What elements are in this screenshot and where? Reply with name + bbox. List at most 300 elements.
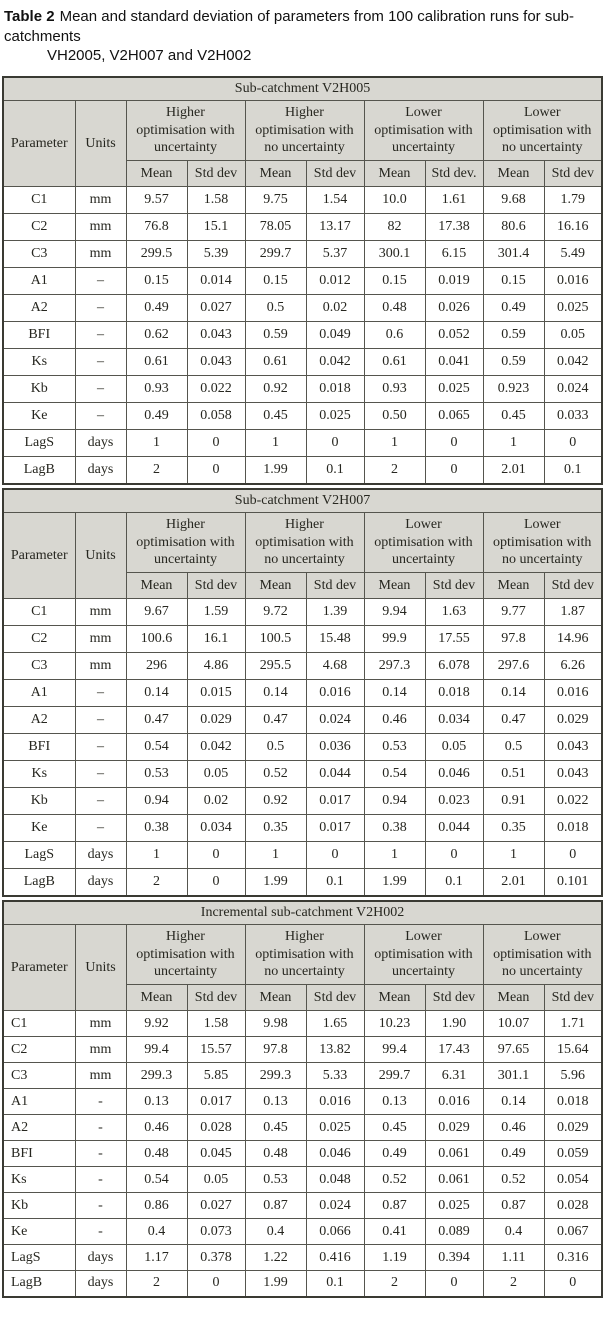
column-group-header bbox=[126, 513, 245, 573]
value-cell: 6.15 bbox=[425, 241, 483, 268]
value-cell: 0.028 bbox=[187, 1115, 245, 1141]
column-group-header bbox=[126, 101, 245, 161]
value-cell: 100.6 bbox=[126, 626, 187, 653]
parameter-cell: Ks bbox=[3, 349, 75, 376]
value-cell: 0.042 bbox=[544, 349, 602, 376]
value-cell: 0 bbox=[187, 430, 245, 457]
stddev-header: Std dev bbox=[544, 573, 602, 599]
parameter-header: Parameter bbox=[3, 513, 75, 599]
value-cell: 0.53 bbox=[126, 761, 187, 788]
value-cell: 0.025 bbox=[306, 403, 364, 430]
value-cell: 0.061 bbox=[425, 1141, 483, 1167]
subcatchment-table-0 bbox=[2, 76, 603, 485]
value-cell: 1.71 bbox=[544, 1011, 602, 1037]
value-cell: 0.4 bbox=[126, 1219, 187, 1245]
table-row bbox=[3, 430, 602, 457]
table-row bbox=[3, 1063, 602, 1089]
value-cell: 0.923 bbox=[483, 376, 544, 403]
table-row bbox=[3, 1141, 602, 1167]
value-cell: 16.16 bbox=[544, 214, 602, 241]
value-cell: 0.48 bbox=[126, 1141, 187, 1167]
value-cell: 1.99 bbox=[364, 869, 425, 896]
value-cell: 0.14 bbox=[483, 1089, 544, 1115]
value-cell: 0.61 bbox=[364, 349, 425, 376]
column-group-row bbox=[3, 513, 602, 573]
parameter-cell: C3 bbox=[3, 653, 75, 680]
value-cell: 1.99 bbox=[245, 457, 306, 484]
value-cell: 0.87 bbox=[483, 1193, 544, 1219]
value-cell: 0 bbox=[187, 869, 245, 896]
mean-header: Mean bbox=[245, 161, 306, 187]
value-cell: 0.054 bbox=[544, 1167, 602, 1193]
units-cell: – bbox=[75, 680, 126, 707]
value-cell: 0.05 bbox=[187, 1167, 245, 1193]
parameter-header: Parameter bbox=[3, 925, 75, 1011]
mean-header: Mean bbox=[483, 573, 544, 599]
parameter-cell: BFI bbox=[3, 1141, 75, 1167]
value-cell: 1 bbox=[364, 430, 425, 457]
units-cell: mm bbox=[75, 599, 126, 626]
table-row bbox=[3, 241, 602, 268]
value-cell: 0.47 bbox=[483, 707, 544, 734]
value-cell: 0.49 bbox=[364, 1141, 425, 1167]
value-cell: 0.48 bbox=[245, 1141, 306, 1167]
units-cell: - bbox=[75, 1167, 126, 1193]
parameter-cell: Kb bbox=[3, 788, 75, 815]
value-cell: 82 bbox=[364, 214, 425, 241]
value-cell: 2 bbox=[364, 457, 425, 484]
units-cell: days bbox=[75, 430, 126, 457]
value-cell: 0.018 bbox=[544, 815, 602, 842]
value-cell: 0.87 bbox=[245, 1193, 306, 1219]
caption-label: Table 2 bbox=[4, 8, 55, 25]
value-cell: 297.6 bbox=[483, 653, 544, 680]
column-group-label: Higher optimisation with uncertainty bbox=[136, 104, 235, 156]
value-cell: 0.044 bbox=[425, 815, 483, 842]
value-cell: 0.45 bbox=[483, 403, 544, 430]
value-cell: 1 bbox=[126, 842, 187, 869]
value-cell: 2 bbox=[126, 1271, 187, 1297]
value-cell: 9.77 bbox=[483, 599, 544, 626]
value-cell: 97.8 bbox=[483, 626, 544, 653]
value-cell: 0.15 bbox=[126, 268, 187, 295]
value-cell: 0.089 bbox=[425, 1219, 483, 1245]
parameter-cell: C2 bbox=[3, 626, 75, 653]
table-row bbox=[3, 761, 602, 788]
value-cell: 2 bbox=[364, 1271, 425, 1297]
value-cell: 0.017 bbox=[306, 815, 364, 842]
value-cell: 0.043 bbox=[544, 761, 602, 788]
column-group-header bbox=[245, 513, 364, 573]
column-group-label: Higher optimisation with no uncertainty bbox=[255, 928, 354, 980]
table-row bbox=[3, 815, 602, 842]
value-cell: 1.22 bbox=[245, 1245, 306, 1271]
value-cell: 0.042 bbox=[187, 734, 245, 761]
table-row bbox=[3, 626, 602, 653]
value-cell: 0.029 bbox=[425, 1115, 483, 1141]
value-cell: 0.017 bbox=[306, 788, 364, 815]
value-cell: 1.17 bbox=[126, 1245, 187, 1271]
value-cell: 0.48 bbox=[364, 295, 425, 322]
value-cell: 0.044 bbox=[306, 761, 364, 788]
parameter-cell: LagS bbox=[3, 1245, 75, 1271]
value-cell: 9.75 bbox=[245, 187, 306, 214]
value-cell: 0.4 bbox=[245, 1219, 306, 1245]
value-cell: 10.23 bbox=[364, 1011, 425, 1037]
value-cell: 0 bbox=[425, 1271, 483, 1297]
value-cell: 0.59 bbox=[245, 322, 306, 349]
value-cell: 0.1 bbox=[425, 869, 483, 896]
value-cell: 0.036 bbox=[306, 734, 364, 761]
column-group-header bbox=[126, 925, 245, 985]
value-cell: 0.1 bbox=[306, 869, 364, 896]
value-cell: 97.8 bbox=[245, 1037, 306, 1063]
value-cell: 2 bbox=[483, 1271, 544, 1297]
table-row bbox=[3, 1245, 602, 1271]
stddev-header: Std dev bbox=[544, 985, 602, 1011]
value-cell: 0.46 bbox=[483, 1115, 544, 1141]
value-cell: 1.87 bbox=[544, 599, 602, 626]
parameter-cell: C1 bbox=[3, 1011, 75, 1037]
mean-header: Mean bbox=[126, 161, 187, 187]
value-cell: 1.19 bbox=[364, 1245, 425, 1271]
table-row bbox=[3, 1271, 602, 1297]
value-cell: 0.05 bbox=[544, 322, 602, 349]
value-cell: 301.4 bbox=[483, 241, 544, 268]
value-cell: 5.85 bbox=[187, 1063, 245, 1089]
units-cell: – bbox=[75, 295, 126, 322]
value-cell: 5.37 bbox=[306, 241, 364, 268]
value-cell: 0.59 bbox=[483, 322, 544, 349]
parameter-cell: LagS bbox=[3, 430, 75, 457]
subcatchment-table-2 bbox=[2, 900, 603, 1298]
stddev-header: Std dev bbox=[306, 161, 364, 187]
column-group-label: Higher optimisation with no uncertainty bbox=[255, 516, 354, 568]
parameter-cell: Ks bbox=[3, 761, 75, 788]
value-cell: 0 bbox=[187, 842, 245, 869]
units-cell: – bbox=[75, 403, 126, 430]
value-cell: 0.38 bbox=[126, 815, 187, 842]
value-cell: 0.016 bbox=[544, 268, 602, 295]
value-cell: 0.043 bbox=[187, 322, 245, 349]
value-cell: 5.33 bbox=[306, 1063, 364, 1089]
value-cell: 0.067 bbox=[544, 1219, 602, 1245]
column-group-header bbox=[245, 101, 364, 161]
table-row bbox=[3, 680, 602, 707]
units-header: Units bbox=[75, 101, 126, 187]
value-cell: 0.394 bbox=[425, 1245, 483, 1271]
value-cell: 297.3 bbox=[364, 653, 425, 680]
value-cell: 0 bbox=[425, 842, 483, 869]
value-cell: 0.51 bbox=[483, 761, 544, 788]
value-cell: 0.018 bbox=[544, 1089, 602, 1115]
value-cell: 0.015 bbox=[187, 680, 245, 707]
value-cell: 99.9 bbox=[364, 626, 425, 653]
value-cell: 15.64 bbox=[544, 1037, 602, 1063]
table-row bbox=[3, 376, 602, 403]
value-cell: 78.05 bbox=[245, 214, 306, 241]
value-cell: 4.86 bbox=[187, 653, 245, 680]
units-cell: - bbox=[75, 1141, 126, 1167]
value-cell: 9.68 bbox=[483, 187, 544, 214]
value-cell: 0.041 bbox=[425, 349, 483, 376]
parameter-cell: C1 bbox=[3, 187, 75, 214]
value-cell: 0.59 bbox=[483, 349, 544, 376]
value-cell: 296 bbox=[126, 653, 187, 680]
value-cell: 0.13 bbox=[364, 1089, 425, 1115]
table-row bbox=[3, 842, 602, 869]
value-cell: 0 bbox=[425, 457, 483, 484]
value-cell: 0.049 bbox=[306, 322, 364, 349]
value-cell: 295.5 bbox=[245, 653, 306, 680]
value-cell: 1.99 bbox=[245, 1271, 306, 1297]
value-cell: 0.048 bbox=[306, 1167, 364, 1193]
value-cell: 99.4 bbox=[126, 1037, 187, 1063]
table-title-row bbox=[3, 77, 602, 101]
value-cell: 0.019 bbox=[425, 268, 483, 295]
parameter-cell: A1 bbox=[3, 268, 75, 295]
column-group-label: Lower optimisation with no uncertainty bbox=[493, 516, 592, 568]
value-cell: 0.45 bbox=[245, 403, 306, 430]
value-cell: 10.0 bbox=[364, 187, 425, 214]
value-cell: 17.55 bbox=[425, 626, 483, 653]
units-cell: - bbox=[75, 1219, 126, 1245]
value-cell: 0.92 bbox=[245, 376, 306, 403]
value-cell: 0.316 bbox=[544, 1245, 602, 1271]
parameter-cell: C1 bbox=[3, 599, 75, 626]
table-row bbox=[3, 1037, 602, 1063]
value-cell: 0.043 bbox=[544, 734, 602, 761]
value-cell: 2.01 bbox=[483, 457, 544, 484]
units-cell: mm bbox=[75, 1063, 126, 1089]
column-group-header bbox=[483, 925, 602, 985]
column-group-header bbox=[364, 513, 483, 573]
value-cell: 0.101 bbox=[544, 869, 602, 896]
stddev-header: Std dev bbox=[187, 985, 245, 1011]
value-cell: 6.31 bbox=[425, 1063, 483, 1089]
value-cell: 0.024 bbox=[544, 376, 602, 403]
value-cell: 0.93 bbox=[364, 376, 425, 403]
value-cell: 0.49 bbox=[126, 295, 187, 322]
value-cell: 76.8 bbox=[126, 214, 187, 241]
value-cell: 0.54 bbox=[126, 1167, 187, 1193]
units-cell: mm bbox=[75, 626, 126, 653]
mean-header: Mean bbox=[483, 985, 544, 1011]
value-cell: 0.024 bbox=[306, 707, 364, 734]
value-cell: 0.378 bbox=[187, 1245, 245, 1271]
value-cell: 0.54 bbox=[364, 761, 425, 788]
value-cell: 0.14 bbox=[245, 680, 306, 707]
subcatchment-table-1 bbox=[2, 488, 603, 897]
parameter-cell: Ks bbox=[3, 1167, 75, 1193]
column-group-label: Lower optimisation with uncertainty bbox=[374, 104, 473, 156]
value-cell: 0.022 bbox=[544, 788, 602, 815]
value-cell: 6.26 bbox=[544, 653, 602, 680]
value-cell: 0.058 bbox=[187, 403, 245, 430]
value-cell: 0.034 bbox=[425, 707, 483, 734]
units-cell: days bbox=[75, 457, 126, 484]
table-title: Incremental sub-catchment V2H002 bbox=[3, 901, 602, 925]
value-cell: 0.059 bbox=[544, 1141, 602, 1167]
mean-header: Mean bbox=[126, 985, 187, 1011]
column-group-row bbox=[3, 101, 602, 161]
value-cell: 0.41 bbox=[364, 1219, 425, 1245]
value-cell: 0.025 bbox=[306, 1115, 364, 1141]
table-row bbox=[3, 268, 602, 295]
units-cell: mm bbox=[75, 1011, 126, 1037]
value-cell: 1 bbox=[483, 842, 544, 869]
units-cell: – bbox=[75, 707, 126, 734]
value-cell: 0.028 bbox=[544, 1193, 602, 1219]
stddev-header: Std dev bbox=[187, 161, 245, 187]
stddev-header: Std dev bbox=[425, 985, 483, 1011]
value-cell: 0.061 bbox=[425, 1167, 483, 1193]
value-cell: 0.87 bbox=[364, 1193, 425, 1219]
value-cell: 0.93 bbox=[126, 376, 187, 403]
value-cell: 0.49 bbox=[483, 295, 544, 322]
value-cell: 1 bbox=[483, 430, 544, 457]
value-cell: 0.025 bbox=[544, 295, 602, 322]
value-cell: 0 bbox=[544, 1271, 602, 1297]
value-cell: 13.17 bbox=[306, 214, 364, 241]
table-row bbox=[3, 322, 602, 349]
units-cell: days bbox=[75, 1245, 126, 1271]
value-cell: 13.82 bbox=[306, 1037, 364, 1063]
table-title: Sub-catchment V2H005 bbox=[3, 77, 602, 101]
value-cell: 0.016 bbox=[306, 1089, 364, 1115]
value-cell: 9.72 bbox=[245, 599, 306, 626]
value-cell: 0.15 bbox=[483, 268, 544, 295]
value-cell: 2 bbox=[126, 457, 187, 484]
column-group-header bbox=[483, 513, 602, 573]
value-cell: 5.39 bbox=[187, 241, 245, 268]
parameter-cell: Kb bbox=[3, 376, 75, 403]
value-cell: 0.14 bbox=[483, 680, 544, 707]
table-row bbox=[3, 1167, 602, 1193]
value-cell: 0.027 bbox=[187, 295, 245, 322]
value-cell: 0.35 bbox=[245, 815, 306, 842]
parameter-cell: LagB bbox=[3, 869, 75, 896]
parameter-cell: LagB bbox=[3, 1271, 75, 1297]
value-cell: 0.94 bbox=[364, 788, 425, 815]
table-row bbox=[3, 214, 602, 241]
units-cell: – bbox=[75, 268, 126, 295]
mean-header: Mean bbox=[483, 161, 544, 187]
value-cell: 0.52 bbox=[483, 1167, 544, 1193]
value-cell: 9.92 bbox=[126, 1011, 187, 1037]
parameter-header: Parameter bbox=[3, 101, 75, 187]
mean-header: Mean bbox=[126, 573, 187, 599]
value-cell: 0.1 bbox=[544, 457, 602, 484]
value-cell: 0.05 bbox=[425, 734, 483, 761]
value-cell: 17.38 bbox=[425, 214, 483, 241]
parameter-cell: Ke bbox=[3, 815, 75, 842]
value-cell: 0.023 bbox=[425, 788, 483, 815]
parameter-cell: BFI bbox=[3, 322, 75, 349]
table-row bbox=[3, 295, 602, 322]
column-group-row bbox=[3, 925, 602, 985]
value-cell: 0.016 bbox=[425, 1089, 483, 1115]
value-cell: 1.63 bbox=[425, 599, 483, 626]
parameter-cell: A2 bbox=[3, 707, 75, 734]
units-header: Units bbox=[75, 925, 126, 1011]
value-cell: 0.1 bbox=[306, 457, 364, 484]
value-cell: 0.49 bbox=[483, 1141, 544, 1167]
value-cell: 100.5 bbox=[245, 626, 306, 653]
units-cell: – bbox=[75, 761, 126, 788]
value-cell: 0 bbox=[187, 1271, 245, 1297]
units-cell: mm bbox=[75, 187, 126, 214]
value-cell: 0.53 bbox=[245, 1167, 306, 1193]
value-cell: 299.7 bbox=[364, 1063, 425, 1089]
column-group-header bbox=[245, 925, 364, 985]
value-cell: 0 bbox=[544, 842, 602, 869]
table-row bbox=[3, 457, 602, 484]
value-cell: 0.052 bbox=[425, 322, 483, 349]
units-cell: mm bbox=[75, 1037, 126, 1063]
stddev-header: Std dev bbox=[187, 573, 245, 599]
value-cell: 9.98 bbox=[245, 1011, 306, 1037]
table-row bbox=[3, 1011, 602, 1037]
units-cell: mm bbox=[75, 653, 126, 680]
table-title-row bbox=[3, 489, 602, 513]
value-cell: 0.13 bbox=[245, 1089, 306, 1115]
value-cell: 0.62 bbox=[126, 322, 187, 349]
value-cell: 299.7 bbox=[245, 241, 306, 268]
value-cell: 80.6 bbox=[483, 214, 544, 241]
value-cell: 0.029 bbox=[187, 707, 245, 734]
value-cell: 0.046 bbox=[425, 761, 483, 788]
stddev-header: Std dev bbox=[306, 985, 364, 1011]
caption-text: Mean and standard deviation of parameters from 100 calibration runs for sub-catchments bbox=[4, 8, 575, 45]
value-cell: 1.39 bbox=[306, 599, 364, 626]
units-cell: - bbox=[75, 1089, 126, 1115]
value-cell: 9.57 bbox=[126, 187, 187, 214]
value-cell: 1.79 bbox=[544, 187, 602, 214]
value-cell: 0.416 bbox=[306, 1245, 364, 1271]
column-group-label: Higher optimisation with uncertainty bbox=[136, 516, 235, 568]
value-cell: 0.016 bbox=[306, 680, 364, 707]
parameter-cell: A2 bbox=[3, 295, 75, 322]
parameter-cell: A1 bbox=[3, 680, 75, 707]
value-cell: 0.47 bbox=[126, 707, 187, 734]
table-row bbox=[3, 403, 602, 430]
value-cell: 0.02 bbox=[187, 788, 245, 815]
table-row bbox=[3, 1219, 602, 1245]
table-row bbox=[3, 1089, 602, 1115]
value-cell: 0.012 bbox=[306, 268, 364, 295]
tables-host bbox=[2, 76, 602, 1298]
value-cell: 10.07 bbox=[483, 1011, 544, 1037]
value-cell: 0.35 bbox=[483, 815, 544, 842]
value-cell: 0.4 bbox=[483, 1219, 544, 1245]
value-cell: 0.05 bbox=[187, 761, 245, 788]
value-cell: 0.018 bbox=[306, 376, 364, 403]
parameter-cell: Kb bbox=[3, 1193, 75, 1219]
value-cell: 1.58 bbox=[187, 1011, 245, 1037]
units-cell: – bbox=[75, 322, 126, 349]
value-cell: 0.046 bbox=[306, 1141, 364, 1167]
stddev-header: Std dev bbox=[425, 573, 483, 599]
value-cell: 0.045 bbox=[187, 1141, 245, 1167]
value-cell: 0.034 bbox=[187, 815, 245, 842]
value-cell: 300.1 bbox=[364, 241, 425, 268]
parameter-cell: BFI bbox=[3, 734, 75, 761]
table-row bbox=[3, 187, 602, 214]
value-cell: 0.61 bbox=[126, 349, 187, 376]
value-cell: 299.5 bbox=[126, 241, 187, 268]
value-cell: 0.025 bbox=[425, 1193, 483, 1219]
